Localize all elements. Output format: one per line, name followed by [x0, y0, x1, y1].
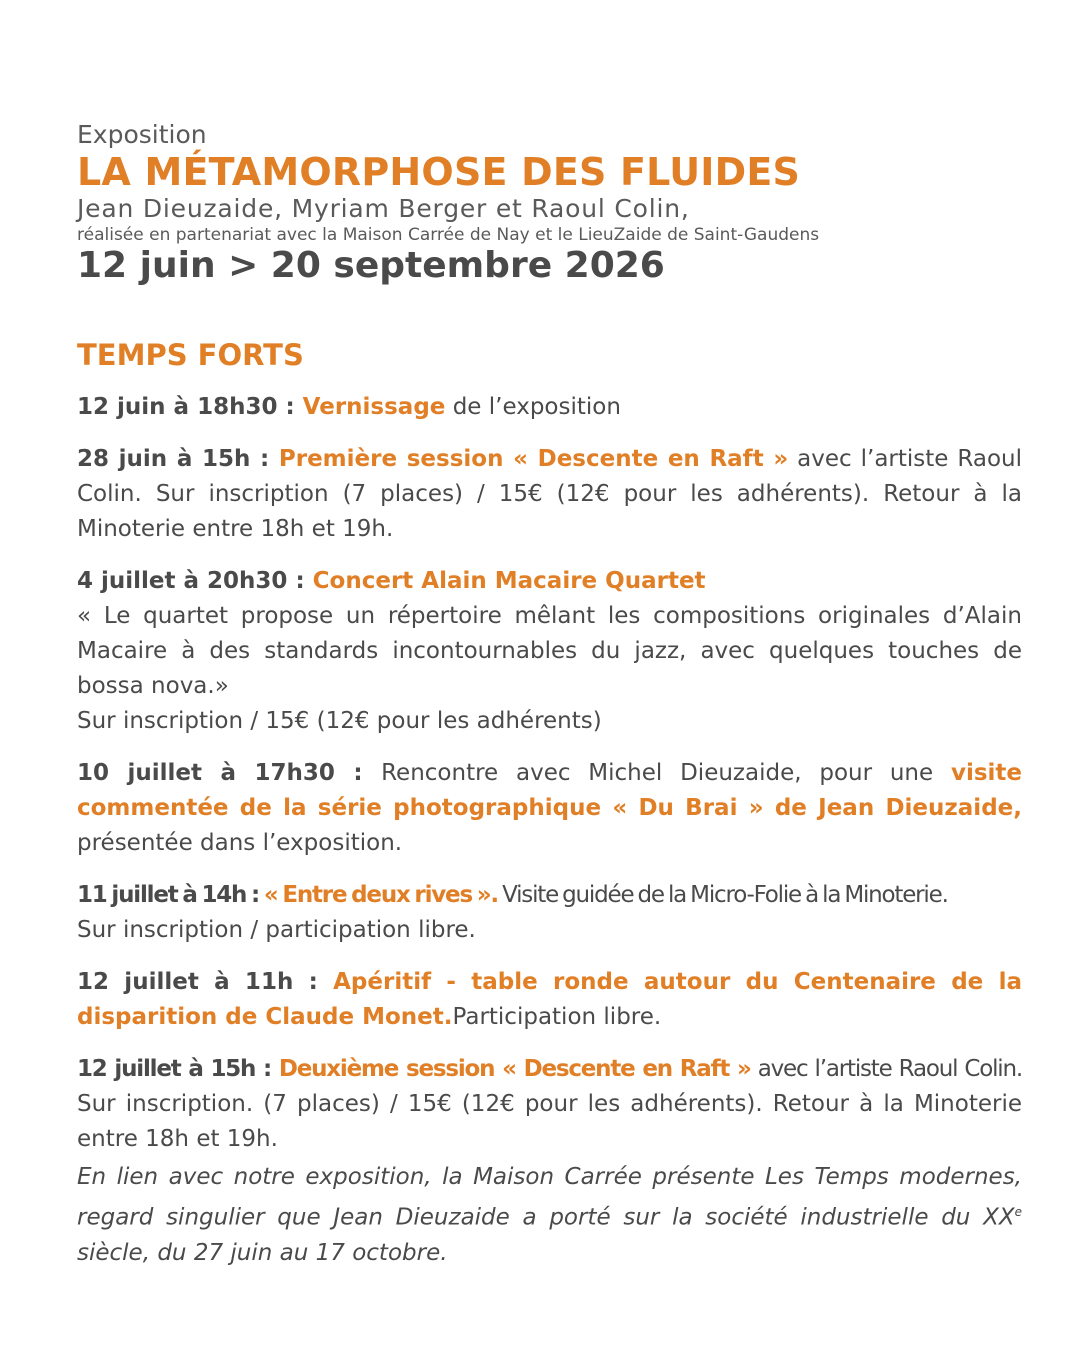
exhibition-flyer [77, 120, 1023, 1266]
event-item [77, 878, 1022, 948]
event-highlight: Concert Alain Macaire Quartet [312, 568, 706, 594]
exhibition-artists: Jean Dieuzaide, Myriam Berger et Raoul Colin, [77, 194, 690, 223]
event-item [77, 390, 1022, 425]
exhibition-partnership: réalisée en partenariat avec la Maison Carrée de Nay et le LieuZaide de Saint-Gaudens [77, 225, 820, 245]
event-text: de l’exposition [445, 394, 621, 420]
event-date: 4 juillet à 20h30 : [77, 568, 313, 594]
event-text: présentée dans l’exposition. [77, 830, 403, 856]
exhibition-title: LA MÉTAMORPHOSE DES FLUIDES [77, 150, 801, 194]
event-highlight: « Entre deux rives ». [263, 882, 498, 908]
exhibition-kicker: Exposition [77, 120, 207, 149]
event-date: 11 juillet à 14h : [77, 882, 264, 908]
event-text: Participation libre. [452, 1004, 662, 1030]
event-details: Sur inscription. (7 places) / 15€ (12€ pour les adhérents). Retour à la Minoterie entre 18h et 19h. [77, 1091, 1022, 1152]
event-highlight: Première session « Descente en Raft » [278, 446, 789, 472]
closing-note-end: siècle, du 27 juin au 17 octobre. [77, 1239, 448, 1266]
event-item [77, 965, 1022, 1035]
event-text: avec l’artiste Raoul Colin. [750, 1056, 1022, 1082]
events-list [77, 390, 1022, 1174]
event-details: Sur inscription / participation libre. [77, 917, 476, 943]
event-details: Sur inscription (7 places) / 15€ (12€ pour les adhérents). Retour à la Minoterie entre 18h et 19h. [77, 481, 1023, 542]
event-highlight: visite commentée de la série photographique « Du Brai » de Jean Dieuzaide, [77, 760, 1022, 821]
event-date: 12 juillet à 11h : [77, 969, 334, 995]
event-text: avec l’artiste Raoul Colin. [77, 446, 1022, 507]
event-highlight: Vernissage [302, 394, 446, 420]
event-text: Visite guidée de la Micro-Folie à la Minoterie. [497, 882, 948, 908]
event-highlight: Apéritif - table ronde autour du Centenaire de la disparition de Claude Monet. [77, 969, 1022, 1030]
event-details: Sur inscription / 15€ (12€ pour les adhérents) [77, 708, 602, 734]
event-item [77, 564, 1022, 739]
event-item [77, 442, 1022, 547]
event-highlight: Deuxième session « Descente en Raft » [278, 1056, 751, 1082]
closing-note-text: En lien avec notre exposition, la Maison Carrée présente Les Temps modernes, regard singulier que Jean Dieuzaide a porté sur la société industrielle du XX [77, 1164, 1022, 1231]
exhibition-dates: 12 juin > 20 septembre 2026 [77, 245, 665, 286]
event-item [77, 756, 1022, 861]
event-date: 12 juin à 18h30 : [77, 394, 303, 420]
event-date: 10 juillet à 17h30 : [77, 760, 382, 786]
event-intro: Rencontre avec Michel Dieuzaide, pour une [381, 760, 951, 786]
closing-note-superscript: e [1014, 1205, 1022, 1219]
event-item [77, 1052, 1022, 1157]
closing-note [77, 1160, 1022, 1271]
section-title-temps-forts: TEMPS FORTS [77, 338, 304, 372]
event-date: 12 juillet à 15h : [77, 1056, 279, 1082]
event-date: 28 juin à 15h : [77, 446, 279, 472]
event-quote: « Le quartet propose un répertoire mêlant les compositions originales d’Alain Macaire à des standards incontournables du jazz, avec quelques touches de bossa nova.» [77, 603, 1022, 699]
